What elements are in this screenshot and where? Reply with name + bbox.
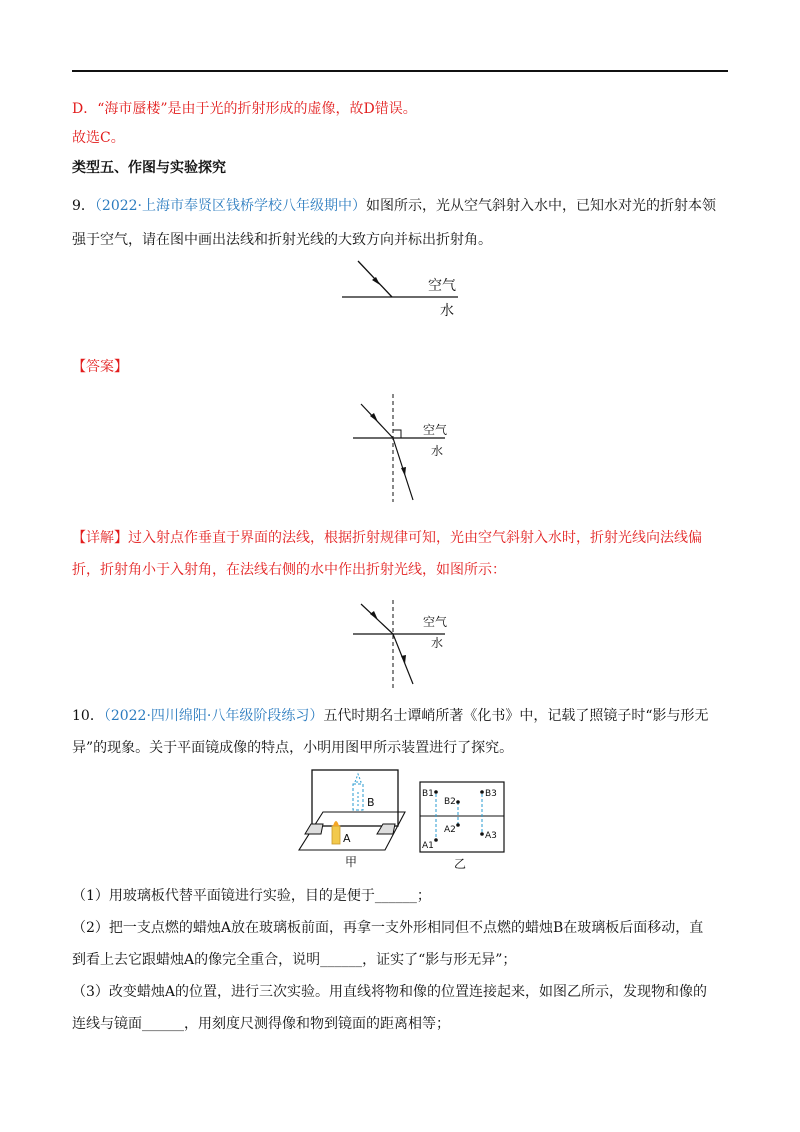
q9-text-2: 强于空气，请在图中画出法线和折射光线的大致方向并标出折射角。 — [72, 232, 492, 248]
answer-tag: 【答案】 — [72, 359, 128, 375]
detail-tag: 【详解】 — [72, 530, 128, 546]
detail-text — [72, 522, 734, 586]
fig-jia-label: 甲 — [345, 855, 358, 869]
sub3-line-2: 连线与镜面______，用刻度尺测得像和物到镜面的距离相等； — [72, 1016, 450, 1032]
q10-number: 10． — [72, 708, 104, 724]
detail-line-2: 折，折射角小于入射角，在法线右侧的水中作出折射光线，如图所示： — [72, 562, 506, 578]
conclusion-text: 故选C。 — [72, 130, 125, 146]
q10-subquestions — [72, 880, 734, 1040]
point-a3: A3 — [485, 831, 497, 841]
fig-yi — [418, 780, 508, 872]
label-b: B — [367, 796, 375, 809]
q9-air-label: 空气 — [428, 278, 456, 294]
sub2-line-1: （2）把一支点燃的蜡烛A放在玻璃板前面，再拿一支外形相同但不点燃的蜡烛B在玻璃板后面移动，直 — [72, 920, 704, 936]
fig-yi-label: 乙 — [454, 857, 467, 871]
q10-line1 — [72, 706, 732, 726]
q10-text-1: 五代时期名士谭峭所著《化书》中，记载了照镜子时“影与形无 — [323, 708, 709, 724]
q9-source: （2022·上海市奉贤区钱桥学校八年级期中） — [94, 198, 366, 214]
q9-line1 — [72, 196, 732, 216]
sub1-text: （1）用玻璃板代替平面镜进行实验，目的是便于______； — [72, 888, 431, 904]
point-a2: A2 — [444, 825, 456, 835]
q10-text-2: 异”的现象。关于平面镜成像的特点，小明用图甲所示装置进行了探究。 — [72, 740, 514, 756]
sub2-line-2: 到看上去它跟蜡烛A的像完全重合，说明______，证实了“影与形无异”； — [72, 952, 517, 968]
option-d-text: D．“海市蜃楼”是由于光的折射形成的虚像，故D错误。 — [72, 101, 417, 117]
point-a1: A1 — [422, 841, 434, 851]
q9-answer-water-label: 水 — [431, 444, 444, 458]
detail-line-1: 过入射点作垂直于界面的法线，根据折射规律可知，光由空气斜射入水时，折射光线向法线偏 — [128, 530, 702, 546]
q9-water-label: 水 — [440, 303, 454, 319]
section-title: 类型五、作图与实验探究 — [72, 160, 226, 176]
q9-detail-water-label: 水 — [431, 636, 444, 650]
q9-detail-figure — [345, 598, 455, 690]
point-b1: B1 — [422, 789, 434, 799]
label-a: A — [343, 832, 351, 845]
q9-text-1: 如图所示，光从空气斜射入水中，已知水对光的折射本领 — [366, 198, 716, 214]
point-b2: B2 — [444, 797, 456, 807]
q9-answer-air-label: 空气 — [423, 423, 448, 437]
q9-number: 9． — [72, 198, 95, 214]
header-rule — [72, 70, 728, 72]
q9-question-figure — [330, 255, 470, 325]
q9-detail-air-label: 空气 — [423, 615, 448, 629]
sub3-line-1: （3）改变蜡烛A的位置，进行三次实验。用直线将物和像的位置连接起来，如图乙所示，发现物和像的 — [72, 984, 708, 1000]
fig-jia — [295, 762, 413, 872]
q9-answer-figure — [345, 392, 455, 504]
point-b3: B3 — [485, 789, 497, 799]
q10-source: （2022·四川绵阳·八年级阶段练习） — [103, 708, 324, 724]
